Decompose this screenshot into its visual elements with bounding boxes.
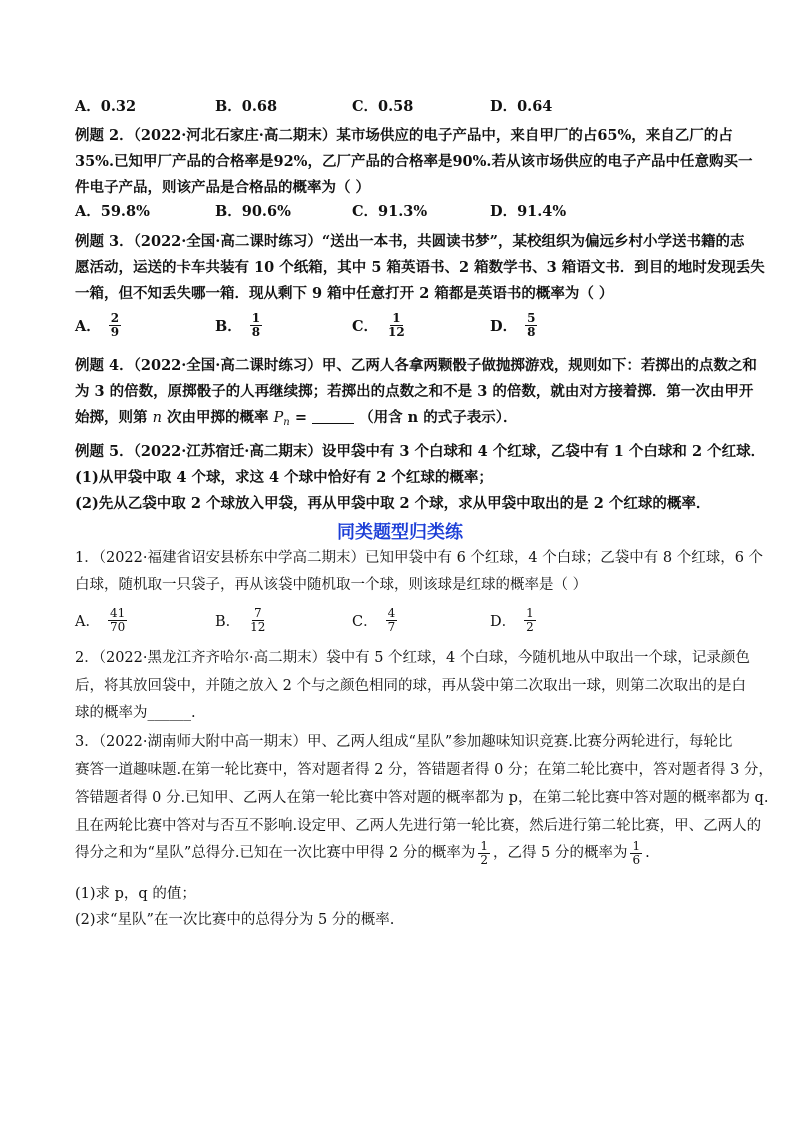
ex2-option-c: C．91.3% bbox=[352, 202, 428, 220]
fraction bbox=[109, 312, 121, 339]
q1-option-b bbox=[215, 603, 267, 637]
numerator: 5 bbox=[527, 310, 536, 325]
section-title: 同类题型归类练 bbox=[337, 522, 463, 543]
option-label: A． bbox=[75, 317, 101, 335]
fraction bbox=[108, 607, 127, 634]
q3-part-2: (2)求“星队”在一次比赛中的总得分为 5 分的概率. bbox=[75, 912, 395, 928]
ex4-line-1: 例题 4．（2022·全国·高二课时练习）甲、乙两人各拿两颗骰子做抛掷游戏，规则如下：若掷出的点数之和 bbox=[75, 357, 757, 374]
option-label: A． bbox=[75, 613, 100, 630]
ex4-line-3 bbox=[75, 408, 740, 433]
denominator: 70 bbox=[109, 619, 126, 634]
denominator: 2 bbox=[526, 619, 534, 634]
numerator: 1 bbox=[526, 605, 534, 620]
q1-option-a bbox=[75, 603, 127, 637]
denominator: 12 bbox=[388, 324, 405, 339]
denominator: 9 bbox=[110, 324, 120, 339]
ex3-option-b bbox=[215, 308, 262, 342]
numerator: 2 bbox=[110, 310, 120, 325]
q2-line-2: 后，将其放回袋中，并随之放入 2 个与之颜色相同的球，再从袋中第二次取出一球，则第二次取出的是白 bbox=[75, 678, 746, 694]
fraction bbox=[525, 312, 537, 339]
numerator: 1 bbox=[392, 310, 401, 325]
ex2-line-1: 例题 2．（2022·河北石家庄·高二期末）某市场供应的电子产品中，来自甲厂的占65%，来自乙厂的占 bbox=[75, 127, 733, 144]
q1-option-c bbox=[352, 603, 397, 637]
ex2-options bbox=[75, 193, 740, 227]
option-label: D． bbox=[490, 613, 517, 630]
ex3-option-c bbox=[352, 308, 407, 342]
text: 始掷，则第 bbox=[75, 409, 148, 426]
ex2-option-a: A．59.8% bbox=[75, 202, 150, 220]
denominator: 7 bbox=[387, 619, 396, 634]
fraction bbox=[524, 607, 536, 634]
ex5-part-1: (1)从甲袋中取 4 个球，求这 4 个球中恰好有 2 个红球的概率； bbox=[75, 469, 493, 486]
q3-line-2: 赛答一道趣味题.在第一轮比赛中，答对题者得 2 分，答错题者得 0 分；在第二轮比赛中，答对题者得 3 分， bbox=[75, 762, 773, 778]
ex1-option-c: C．0.58 bbox=[352, 97, 414, 115]
numerator: 4 bbox=[387, 605, 396, 620]
ex2-line-3: 件电子产品，则该产品是合格品的概率为（ ） bbox=[75, 179, 371, 196]
ex1-option-a: A．0.32 bbox=[75, 97, 137, 115]
fraction bbox=[248, 607, 267, 634]
ex4-line-2: 为 3 的倍数，原掷骰子的人再继续掷；若掷出的点数之和不是 3 的倍数，就由对方接着掷．第一次由甲开 bbox=[75, 383, 754, 400]
option-label: B． bbox=[215, 613, 241, 630]
fraction bbox=[630, 840, 642, 867]
ex3-options bbox=[75, 308, 740, 342]
subscript-n: n bbox=[283, 417, 290, 428]
q3-part-1: (1)求 p，q 的值； bbox=[75, 886, 196, 902]
text: . bbox=[645, 845, 650, 861]
q3-line-1: 3．（2022·湖南师大附中高一期末）甲、乙两人组成“星队”参加趣味知识竞赛.比赛分两轮进行，每轮比 bbox=[75, 734, 733, 750]
text: （用含 n 的式子表示）． bbox=[359, 409, 518, 426]
denominator: 8 bbox=[527, 324, 536, 339]
q3-line-4: 且在两轮比赛中答对与否互不影响.设定甲、乙两人先进行第一轮比赛，然后进行第二轮比赛，甲、乙两人的 bbox=[75, 818, 762, 834]
ex2-option-b: B．90.6% bbox=[215, 202, 291, 220]
ex3-line-2: 愿活动，运送的卡车共装有 10 个纸箱，其中 5 箱英语书、2 箱数学书、3 箱语文书．到目的地时发现丢失 bbox=[75, 259, 765, 276]
denominator: 12 bbox=[250, 619, 266, 634]
denominator: 2 bbox=[480, 852, 489, 867]
text: 次由甲掷的概率 bbox=[166, 409, 269, 426]
ex1-options bbox=[75, 88, 740, 122]
fraction bbox=[386, 312, 407, 339]
fraction bbox=[478, 840, 490, 867]
numerator: 1 bbox=[632, 838, 641, 853]
numerator: 7 bbox=[253, 605, 262, 620]
equals: = bbox=[294, 409, 307, 426]
text: 得分之和为“星队”总得分.已知在一次比赛中甲得 2 分的概率为 bbox=[75, 845, 476, 861]
ex3-line-1: 例题 3．（2022·全国·高二课时练习）“送出一本书，共圆读书梦”，某校组织为偏远乡村小学送书籍的志 bbox=[75, 233, 745, 250]
ex1-option-d: D．0.64 bbox=[490, 97, 553, 115]
numerator: 1 bbox=[480, 838, 489, 853]
answer-blank bbox=[312, 409, 354, 424]
option-label: C． bbox=[352, 317, 379, 335]
option-label: C． bbox=[352, 613, 378, 630]
ex3-option-a bbox=[75, 308, 121, 342]
text: ，乙得 5 分的概率为 bbox=[493, 845, 628, 861]
fraction bbox=[250, 312, 262, 339]
ex2-option-d: D．91.4% bbox=[490, 202, 567, 220]
variable-p: P bbox=[273, 410, 284, 426]
q1-line-2: 白球，随机取一只袋子，再从该袋中随机取一个球，则该球是红球的概率是（ ） bbox=[75, 577, 588, 593]
option-label: B． bbox=[215, 317, 242, 335]
denominator: 6 bbox=[632, 852, 641, 867]
q2-line-3: 球的概率为______. bbox=[75, 705, 196, 721]
numerator: 41 bbox=[109, 605, 126, 620]
q1-options bbox=[75, 603, 740, 637]
fraction bbox=[386, 607, 398, 634]
ex2-line-2: 35%.已知甲厂产品的合格率是92%，乙厂产品的合格率是90%.若从该市场供应的电子产品中任意购买一 bbox=[75, 153, 753, 170]
ex3-option-d bbox=[490, 308, 537, 342]
ex5-part-2: (2)先从乙袋中取 2 个球放入甲袋，再从甲袋中取 2 个球，求从甲袋中取出的是 2 个红球的概率． bbox=[75, 495, 711, 512]
q1-option-d bbox=[490, 603, 536, 637]
q2-line-1: 2．（2022·黑龙江齐齐哈尔·高二期末）袋中有 5 个红球，4 个白球，今随机地从中取出一个球，记录颜色 bbox=[75, 650, 750, 666]
option-label: D． bbox=[490, 317, 518, 335]
q3-line-5 bbox=[75, 836, 740, 870]
numerator: 1 bbox=[251, 310, 261, 325]
ex1-option-b: B．0.68 bbox=[215, 97, 278, 115]
denominator: 8 bbox=[251, 324, 261, 339]
ex3-line-3: 一箱，但不知丢失哪一箱．现从剩下 9 箱中任意打开 2 箱都是英语书的概率为（ ） bbox=[75, 285, 614, 302]
q3-line-3: 答错题者得 0 分.已知甲、乙两人在第一轮比赛中答对题的概率都为 p，在第二轮比赛中答对题的概率都为 q. bbox=[75, 790, 769, 806]
ex5-line-1: 例题 5．（2022·江苏宿迁·高二期末）设甲袋中有 3 个白球和 4 个红球，乙袋中有 1 个白球和 2 个红球． bbox=[75, 443, 766, 460]
variable-n: n bbox=[152, 410, 162, 426]
q1-line-1: 1．（2022·福建省诏安县桥东中学高二期末）已知甲袋中有 6 个红球，4 个白球；乙袋中有 8 个红球，6 个 bbox=[75, 550, 764, 566]
